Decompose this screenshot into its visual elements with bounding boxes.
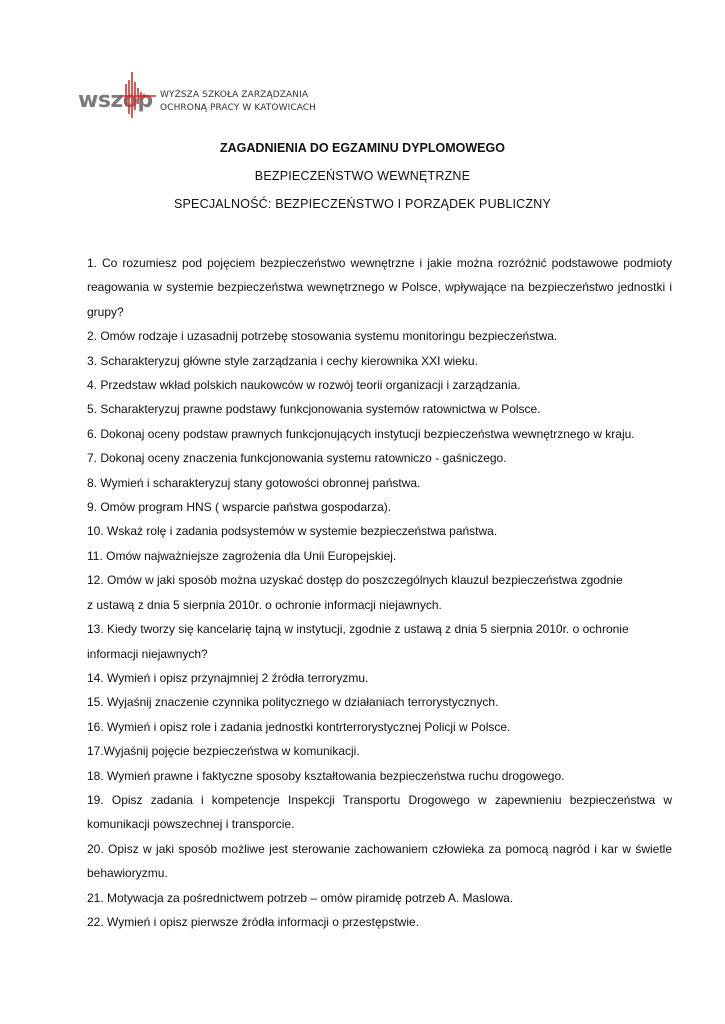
question-item: 3. Scharakteryzuj główne style zarządzania i cechy kierownika XXI wieku. bbox=[87, 353, 478, 368]
logo-line-1: WYŻSZA SZKOŁA ZARZĄDZANIA bbox=[160, 90, 309, 100]
question-item: 19. Opisz zadania i kompetencje Inspekcji Transportu Drogowego w zapewnieniu bezpieczeństwa w komunikacji powszechnej i transporcie. bbox=[87, 792, 672, 832]
question-item: 10. Wskaż rolę i zadania podsystemów w systemie bezpieczeństwa państwa. bbox=[87, 524, 498, 539]
document-title: ZAGADNIENIA DO EGZAMINU DYPLOMOWEGO bbox=[220, 141, 505, 155]
question-item: 11. Omów najważniejsze zagrożenia dla Unii Europejskiej. bbox=[87, 548, 397, 563]
subject-heading: BEZPIECZEŃSTWO WEWNĘTRZNE bbox=[254, 169, 471, 183]
question-item-continuation: z ustawą z dnia 5 sierpnia 2010r. o ochronie informacji niejawnych. bbox=[87, 597, 442, 612]
question-item: 21. Motywacja za pośrednictwem potrzeb – omów piramidę potrzeb A. Maslowa. bbox=[87, 890, 514, 905]
question-item: 9. Omów program HNS ( wsparcie państwa gospodarza). bbox=[87, 500, 392, 515]
specialization-heading: SPECJALNOŚĆ: BEZPIECZEŃSTWO I PORZĄDEK PUBLICZNY bbox=[173, 197, 552, 211]
question-item: 17.Wyjaśnij pojęcie bezpieczeństwa w komunikacji. bbox=[87, 744, 360, 759]
question-item: 4. Przedstaw wkład polskich naukowców w rozwój teorii organizacji i zarządzania. bbox=[87, 378, 521, 393]
question-item: 12. Omów w jaki sposób można uzyskać dostęp do poszczególnych klauzul bezpieczeństwa zgodnie bbox=[87, 573, 623, 588]
question-item: 14. Wymień i opisz przynajmniej 2 źródła terroryzmu. bbox=[87, 670, 369, 685]
question-item: 1. Co rozumiesz pod pojęciem bezpieczeństwo wewnętrzne i jakie można rozróżnić podstawowe podmioty reagowania w systemie bezpieczeństwa wewnętrznego w Polsce, wpływające na bezpieczeństwo jednostki i grupy? bbox=[87, 256, 672, 319]
question-item: 18. Wymień prawne i faktyczne sposoby kształtowania bezpieczeństwa ruchu drogowego. bbox=[87, 768, 565, 783]
question-item: 7. Dokonaj oceny znaczenia funkcjonowania systemu ratowniczo - gaśniczego. bbox=[87, 451, 507, 466]
question-item: 20. Opisz w jaki sposób możliwe jest sterowanie zachowaniem człowieka za pomocą nagród i kar w świetle behawioryzmu. bbox=[87, 841, 672, 881]
question-item: 5. Scharakteryzuj prawne podstawy funkcjonowania systemów ratownictwa w Polsce. bbox=[87, 402, 541, 417]
logo-wordmark: wszop bbox=[78, 88, 153, 113]
question-item: 2. Omów rodzaje i uzasadnij potrzebę stosowania systemu monitoringu bezpieczeństwa. bbox=[87, 329, 558, 344]
question-item: 13. Kiedy tworzy się kancelarię tajną w instytucji, zgodnie z ustawą z dnia 5 sierpnia 2010r. o ochronie informacji niejawnych? bbox=[87, 622, 629, 661]
document-headings bbox=[0, 140, 725, 224]
question-item: 16. Wymień i opisz role i zadania jednostki kontrterrorystycznej Policji w Polsce. bbox=[87, 719, 511, 734]
question-item: 8. Wymień i scharakteryzuj stany gotowości obronnej państwa. bbox=[87, 475, 421, 490]
logo-line-2: OCHRONĄ PRACY W KATOWICACH bbox=[160, 103, 317, 113]
question-list bbox=[87, 251, 672, 934]
question-item: 6. Dokonaj oceny podstaw prawnych funkcjonujących instytucji bezpieczeństwa wewnętrznego w kraju. bbox=[87, 426, 635, 441]
logo-institution-name bbox=[160, 89, 316, 115]
question-item: 15. Wyjaśnij znaczenie czynnika politycznego w działaniach terrorystycznych. bbox=[87, 695, 499, 710]
question-item: 22. Wymień i opisz pierwsze źródła informacji o przestępstwie. bbox=[87, 914, 420, 929]
